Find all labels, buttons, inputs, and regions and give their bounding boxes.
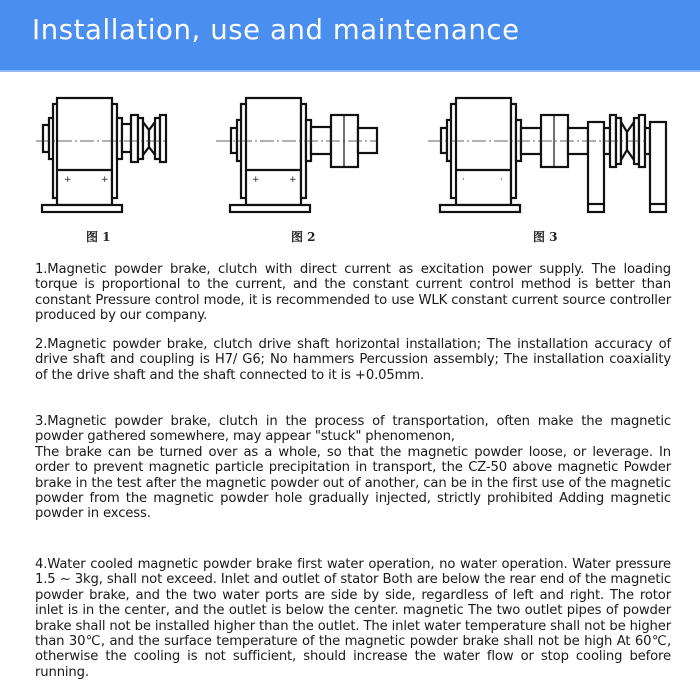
- figure-1-caption: 图 1: [86, 230, 111, 244]
- fig2-shaft: [311, 127, 331, 154]
- figure-3-brake-drawing: [440, 98, 666, 212]
- page-title: Installation, use and maintenance: [32, 14, 520, 46]
- fig3-base-plate: [440, 205, 520, 212]
- instruction-paragraph-3: 3.Magnetic powder brake, clutch in the process of transportation, often make the magnetic powder gathered somewhere, may appear "stuck" phenomenon, The brake can be turned over as a whole, so that the magnetic powder loose, or leverage. In order to prevent magnetic particle precipitation in transport, the CZ-50 above magnetic Powder brake in the test after the magnetic powder out of another, can be in the first use of the magnetic powder from the magnetic powder hole gradually injected, strictly prohibited Adding magnetic powder in excess.: [35, 414, 671, 522]
- fig3-housing: [456, 98, 511, 205]
- figure-1-brake-drawing: [42, 98, 166, 212]
- fig3-arm-left: [588, 122, 604, 212]
- fig1-shaft: [122, 124, 131, 152]
- installation-figures: [0, 80, 700, 250]
- fig1-pulley-right: [160, 115, 166, 162]
- svg-text:+: +: [252, 175, 260, 185]
- figures-drawing: [0, 80, 700, 250]
- instruction-paragraph-2: 2.Magnetic powder brake, clutch drive shaft horizontal installation; The installation accuracy of drive shaft and coupling is H7/ G6; No hammers Percussion assembly; The installation coaxiality of the drive shaft and the shaft connected to it is +0.05mm.: [35, 337, 671, 383]
- fig2-base-plate: [230, 205, 310, 212]
- svg-text:+: +: [289, 175, 297, 185]
- figure-2-caption: 图 2: [291, 230, 316, 244]
- svg-text:·: ·: [462, 175, 465, 185]
- instruction-paragraph-4: 4.Water cooled magnetic powder brake first water operation, no water operation. Water pressure 1.5 ~ 3kg, shall not exceed. Inlet and outlet of stator Both are below the rear end of the magnetic powder brake, and the two water ports are side by side, regardless of left and right. The rotor inlet is in the center, and the outlet is below the center. magnetic The two outlet pipes of powder brake shall not be installed higher than the outlet. The inlet water temperature shall not be higher than 30℃, and the surface temperature of the magnetic powder brake shall not be high At 60℃, otherwise the cooling is not sufficient, should increase the water flow or stop cooling before running.: [35, 557, 671, 680]
- figure-2-brake-drawing: [230, 98, 377, 212]
- svg-text:·: ·: [500, 175, 503, 185]
- fig2-housing: [246, 98, 301, 205]
- svg-text:+: +: [101, 175, 109, 185]
- figure-3-caption: 图 3: [533, 230, 558, 244]
- fig1-base-plate: [42, 205, 122, 212]
- fig1-housing: [57, 98, 112, 205]
- header-banner: [0, 0, 700, 72]
- svg-text:+: +: [64, 175, 72, 185]
- instruction-paragraph-1: 1.Magnetic powder brake, clutch with direct current as excitation power supply. The loading torque is proportional to the current, and the constant current control method is better than constant Pressure control mode, it is recommended to use WLK constant current source controller produced by our company.: [35, 262, 671, 324]
- fig3-arm-right: [650, 122, 666, 212]
